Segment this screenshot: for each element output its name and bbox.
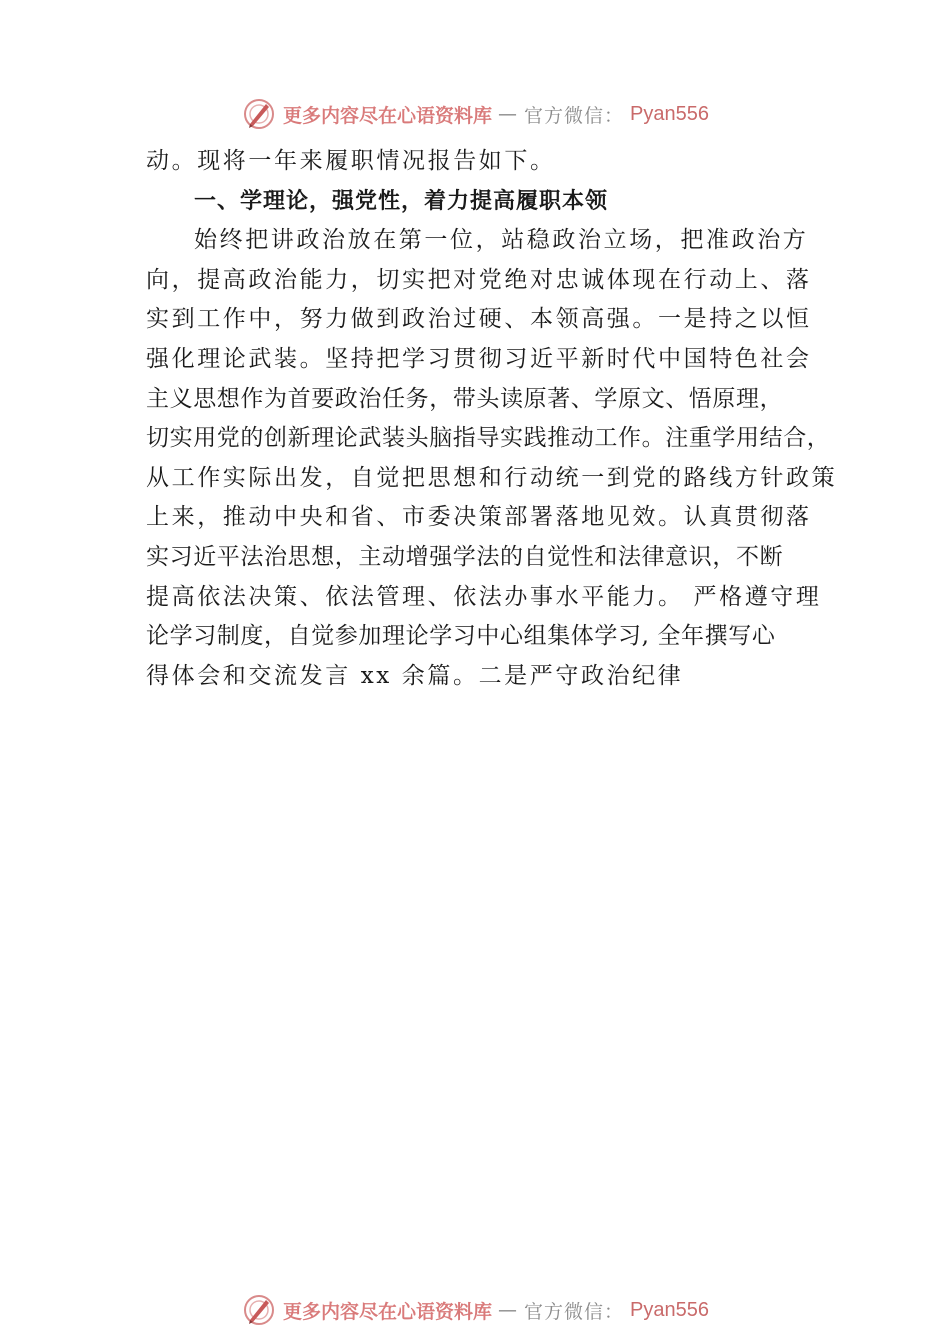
paragraph-line-13: 论学习制度，自觉参加理论学习中心组集体学习, 全年撰写心 xyxy=(146,623,776,650)
watermark-brand: 更多内容尽在心语资料库 xyxy=(283,1300,493,1323)
paragraph-line-1: 动。现将一年来履职情况报告如下。 xyxy=(146,148,556,174)
watermark-dash: — xyxy=(498,1299,519,1321)
paragraph-line-10: 上来，推动中央和省、市委决策部署落地见效。认真贯彻落 xyxy=(146,504,812,531)
paragraph-line-11: 实习近平法治思想，主动增强学法的自觉性和法律意识，不断 xyxy=(146,543,784,570)
paragraph-line-8: 切实用党的创新理论武装头脑指导实践推动工作。注重学用结合， xyxy=(146,425,831,452)
paragraph-line-6: 强化理论武装。坚持把学习贯彻习近平新时代中国特色社会 xyxy=(146,345,812,372)
watermark-official-label: 官方微信： xyxy=(524,104,625,127)
pen-seal-logo-icon xyxy=(241,96,277,132)
paragraph-line-4: 向，提高政治能力，切实把对党绝对忠诚体现在行动上、落 xyxy=(146,266,812,293)
paragraph-line-9: 从工作实际出发，自觉把思想和行动统一到党的路线方针政策 xyxy=(146,464,838,491)
header-watermark xyxy=(0,94,950,134)
paragraph-line-14: 得体会和交流发言 xx 余篇。二是严守政治纪律 xyxy=(146,662,684,689)
paragraph-line-5: 实到工作中，努力做到政治过硬、本领高强。一是持之以恒 xyxy=(146,306,812,333)
paragraph-line-7: 主义思想作为首要政治任务，带头读原著、学原文、悟原理， xyxy=(146,385,784,412)
footer-watermark xyxy=(0,1290,950,1330)
pen-seal-logo-icon xyxy=(241,1292,277,1328)
paragraph-line-3: 始终把讲政治放在第一位，站稳政治立场，把准政治方 xyxy=(194,227,809,254)
watermark-official-label: 官方微信： xyxy=(524,1300,625,1323)
document-body xyxy=(146,142,836,696)
section-heading: 一、学理论，强党性，着力提高履职本领 xyxy=(194,188,609,214)
paragraph-line-12: 提高依法决策、依法管理、依法办事水平能力。 严格遵守理 xyxy=(146,583,822,610)
watermark-wechat-id: Pyan556 xyxy=(630,102,709,125)
watermark-wechat-id: Pyan556 xyxy=(630,1298,709,1321)
watermark-brand: 更多内容尽在心语资料库 xyxy=(283,104,493,127)
watermark-dash: — xyxy=(498,103,519,125)
